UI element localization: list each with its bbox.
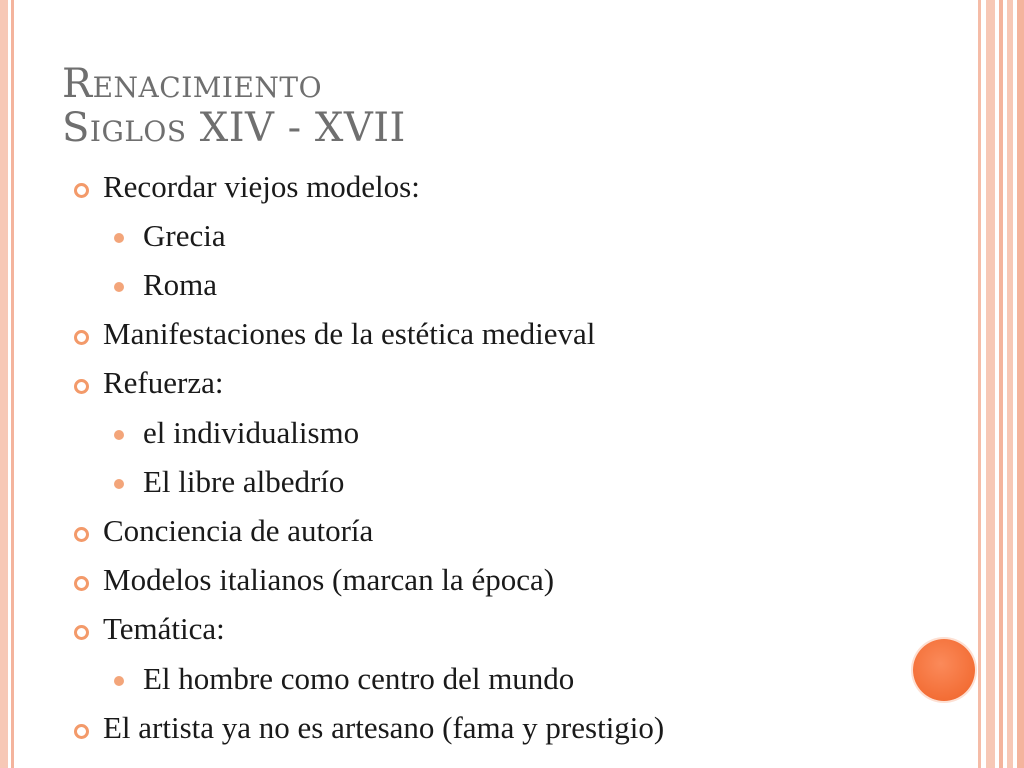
dot-bullet-icon	[114, 430, 124, 440]
bullet-item: Manifestaciones de la estética medieval	[103, 316, 596, 351]
ring-bullet-icon	[74, 527, 89, 542]
bullet-item: Modelos italianos (marcan la época)	[103, 562, 555, 597]
dot-bullet-icon	[114, 233, 124, 243]
bullet-item: Grecia	[143, 218, 226, 253]
dot-bullet-icon	[114, 479, 124, 489]
ring-bullet-icon	[74, 330, 89, 345]
dot-bullet-icon	[114, 282, 124, 292]
dot-bullet-icon	[114, 676, 124, 686]
bullet-item: Conciencia de autoría	[103, 513, 374, 548]
bullet-item: Roma	[143, 267, 218, 302]
bullet-item: el individualismo	[143, 415, 360, 450]
bullet-item: El artista ya no es artesano (fama y prestigio)	[103, 710, 665, 745]
ring-bullet-icon	[74, 379, 89, 394]
ring-bullet-icon	[74, 625, 89, 640]
bullet-item: Refuerza:	[103, 365, 224, 400]
ring-bullet-icon	[74, 183, 89, 198]
bullet-item: Recordar viejos modelos:	[103, 169, 420, 204]
title-line-1: Renacimiento	[62, 61, 323, 107]
bullet-item: Temática:	[103, 611, 225, 646]
bullet-item: El hombre como centro del mundo	[143, 661, 575, 696]
ring-bullet-icon	[74, 724, 89, 739]
bullet-item: El libre albedrío	[143, 464, 345, 499]
ring-bullet-icon	[74, 576, 89, 591]
title-line-2: Siglos XIV - XVII	[62, 105, 406, 151]
